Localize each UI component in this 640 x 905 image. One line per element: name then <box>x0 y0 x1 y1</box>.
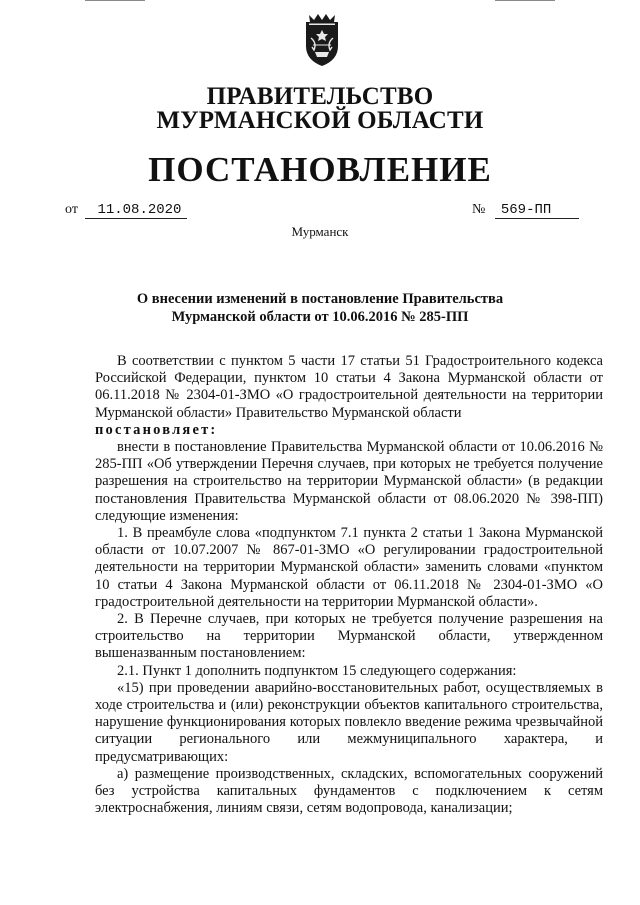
scan-edge-line <box>85 0 145 1</box>
government-title-line1: ПРАВИТЕЛЬСТВО <box>206 83 434 110</box>
document-number: 569-ПП <box>495 202 579 219</box>
paragraph-subitem-15: «15) при проведении аварийно-восстановительных работ, осуществляемых в ходе строительства и (или) реконструкции объектов капитального строительства, нарушение функционирования которых повлекло введение режима чрезвычайной ситуации регионального или межмуниципального характера, и предусматривающих: <box>95 679 603 765</box>
paragraph-item-1: 1. В преамбуле слова «подпунктом 7.1 пункта 2 статьи 1 Закона Мурманской области от 10.07.2007 № 867-01-ЗМО «О регулировании градостроительной деятельности на территории Мурманской области» заменить словами «пунктом 10 статьи 4 Закона Мурманской области от 06.11.2018 № 2304-01-ЗМО «О градостроительной деятельности на территории Мурманской области». <box>95 525 603 610</box>
paragraph-subitem-a: а) размещение производственных, складских, вспомогательных сооружений без устройства капитальных фундаментов с подключением к сетям электроснабжения, линиям связи, сетям водопровода, канализации; <box>95 765 603 817</box>
number-label: № <box>472 202 486 217</box>
paragraph-item-2: 2. В Перечне случаев, при которых не требуется получение разрешения на строительство на территории Мурманской области, утвержденном вышеназванным постановлением: <box>95 611 603 662</box>
paragraph-decrees <box>95 422 603 439</box>
government-title-line2: МУРМАНСКОЙ ОБЛАСТИ <box>156 107 484 134</box>
number-row <box>472 202 579 219</box>
document-type-title: ПОСТАНОВЛЕНИЕ <box>148 150 492 189</box>
decrees-keyword: постановляет: <box>95 421 218 438</box>
document-subject <box>0 290 640 326</box>
murmansk-coat-of-arms-icon <box>303 12 341 68</box>
paragraph-preamble: В соответствии с пунктом 5 части 17 статьи 51 Градостроительного кодекса Российской Федерации, пунктом 10 статьи 4 Закона Мурманской области от 06.11.2018 № 2304-01-ЗМО «О градостроительной деятельности на территории Мурманской области» Правительство Мурманской области <box>95 353 603 421</box>
document-date: 11.08.2020 <box>85 202 187 219</box>
scan-edge-line <box>495 0 555 1</box>
date-row <box>65 202 187 219</box>
paragraph-amend: внести в постановление Правительства Мурманской области от 10.06.2016 № 285-ПП «Об утверждении Перечня случаев, при которых не требуется получение разрешения на строительство на территории Мурманской области» (в редакции постановления Правительства Мурманской области от 08.06.2020 № 398-ПП) следующие изменения: <box>95 439 603 524</box>
date-label: от <box>65 202 78 217</box>
paragraph-item-2-1: 2.1. Пункт 1 дополнить подпунктом 15 следующего содержания: <box>117 662 517 679</box>
subject-line1: О внесении изменений в постановление Правительства <box>136 291 504 307</box>
city-name: Мурманск <box>291 224 349 239</box>
document-body <box>95 353 603 817</box>
subject-line2: Мурманской области от 10.06.2016 № 285-ПП <box>171 309 469 325</box>
